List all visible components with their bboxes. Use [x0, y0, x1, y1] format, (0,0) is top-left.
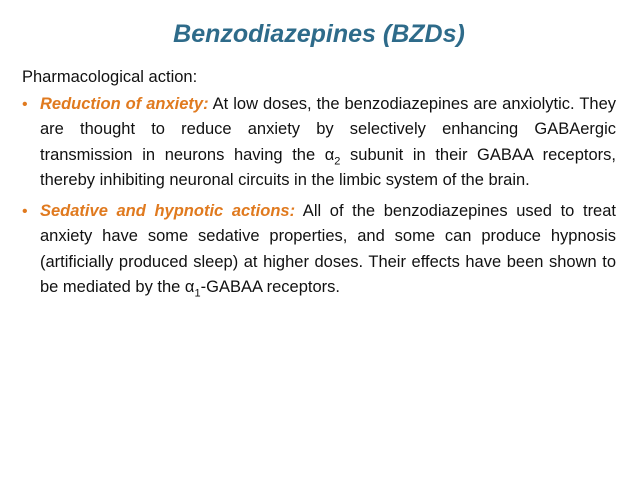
bullet-text-continued: subunit in their GABAA receptors, thereby inhibiting neuronal circuits in the limbic system of the brain.: [40, 145, 616, 189]
bullet-text: All of the benzodiazepines used to treat anxiety have some sedative properties, and some can produce hypnosis (artificially produced sleep) at higher doses. Their effects have been shown to be mediated by the α: [40, 202, 616, 297]
bullet-text-continued: -GABAA receptors.: [200, 278, 340, 297]
bullet-heading: Reduction of anxiety:: [40, 95, 209, 113]
bullet-subscript: 2: [334, 154, 341, 167]
section-heading: Pharmacological action:: [22, 68, 198, 86]
bullet-item-sedative: [22, 199, 616, 300]
bullet-heading: Sedative and hypnotic actions:: [40, 202, 296, 221]
bullet-item-anxiety: [22, 92, 616, 193]
bullet-dot-icon: •: [22, 96, 28, 113]
bullet-list: [22, 92, 616, 306]
bullet-text: At low doses, the benzodiazepines are anxiolytic. They are thought to reduce anxiety by selectively enhancing GABAergic transmission in neurons having the α: [40, 95, 617, 164]
bullet-dot-icon: •: [22, 203, 28, 221]
bullet-subscript: 1: [194, 287, 201, 300]
slide-title: Benzodiazepines (BZDs): [173, 20, 465, 48]
